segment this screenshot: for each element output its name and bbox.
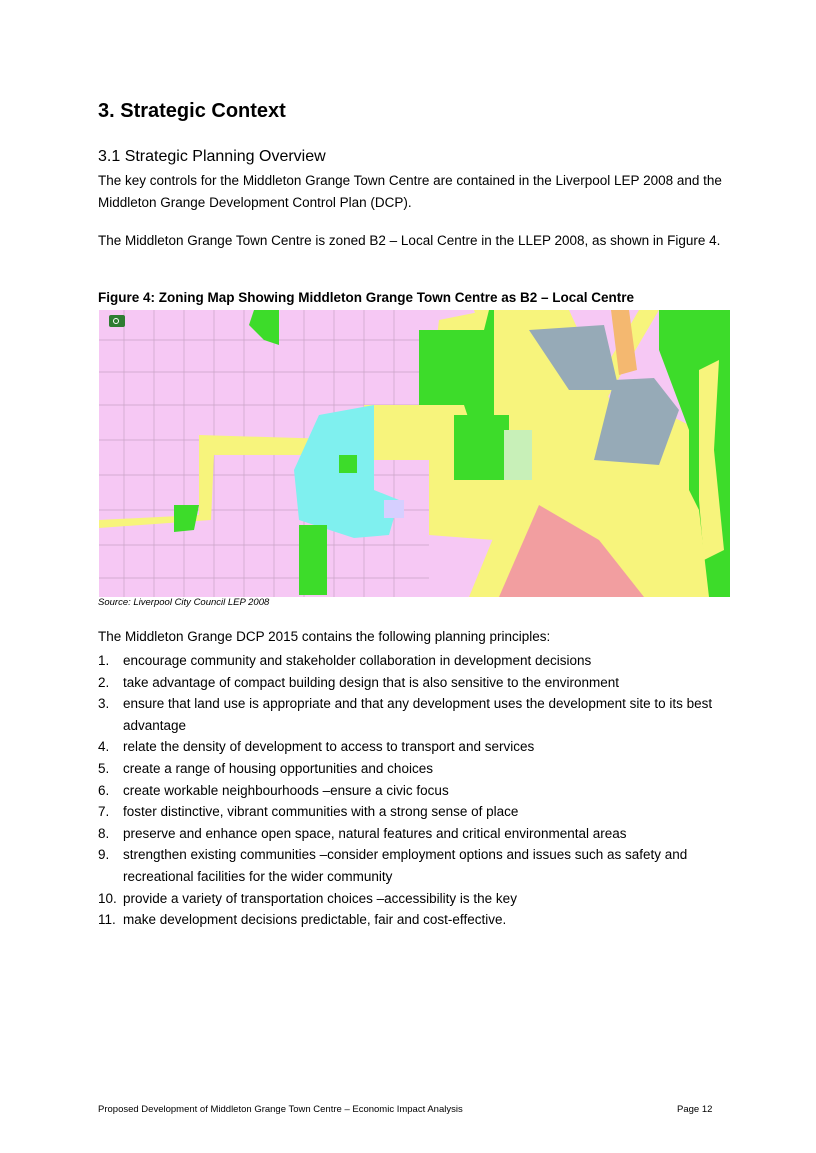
- page-number: Page 12: [677, 1104, 713, 1115]
- zoning-map: [99, 310, 730, 597]
- map-search-control: [109, 315, 125, 327]
- paragraph-zoning: The Middleton Grange Town Centre is zoned B2 – Local Centre in the LLEP 2008, as shown in Figure 4.: [98, 233, 721, 248]
- map-recreation-pale: [504, 430, 532, 480]
- map-recreation-sw: [299, 525, 327, 595]
- list-item: 8. preserve and enhance open space, natural features and critical environmental areas: [98, 825, 627, 841]
- figure-caption: Figure 4: Zoning Map Showing Middleton Grange Town Centre as B2 – Local Centre: [98, 290, 635, 305]
- map-recreation-centre: [454, 415, 509, 480]
- list-item: 3. ensure that land use is appropriate and that any development uses the development site to its best advantage: [98, 696, 713, 733]
- list-item: 2. take advantage of compact building design that is also sensitive to the environment: [98, 674, 620, 690]
- map-special-use-small: [384, 500, 404, 518]
- map-recreation-small: [339, 455, 357, 473]
- section-heading: 3. Strategic Context: [98, 100, 286, 122]
- paragraph-controls: The key controls for the Middleton Grange Town Centre are contained in the Liverpool LEP 2008 and the Middleton Grange Development Control Plan (DCP).: [98, 173, 722, 210]
- list-item: 6. create workable neighbourhoods –ensure a civic focus: [98, 782, 449, 798]
- list-item: 9. strengthen existing communities –consider employment options and issues such as safety and recreational facilities for the wider community: [98, 847, 688, 884]
- principles-intro: The Middleton Grange DCP 2015 contains the following planning principles:: [98, 629, 551, 644]
- list-item: 10. provide a variety of transportation choices –accessibility is the key: [98, 890, 517, 906]
- list-item: 4. relate the density of development to access to transport and services: [98, 739, 535, 755]
- subsection-heading: 3.1 Strategic Planning Overview: [98, 148, 326, 165]
- principles-list: [98, 650, 718, 931]
- list-item: 11. make development decisions predictable, fair and cost-effective.: [98, 912, 507, 928]
- list-item: 7. foster distinctive, vibrant communities with a strong sense of place: [98, 804, 519, 820]
- figure-source: Source: Liverpool City Council LEP 2008: [98, 597, 270, 608]
- footer-title: Proposed Development of Middleton Grange Town Centre – Economic Impact Analysis: [98, 1104, 463, 1115]
- list-item: 5. create a range of housing opportunities and choices: [98, 760, 433, 776]
- list-item: 1. encourage community and stakeholder collaboration in development decisions: [98, 653, 592, 668]
